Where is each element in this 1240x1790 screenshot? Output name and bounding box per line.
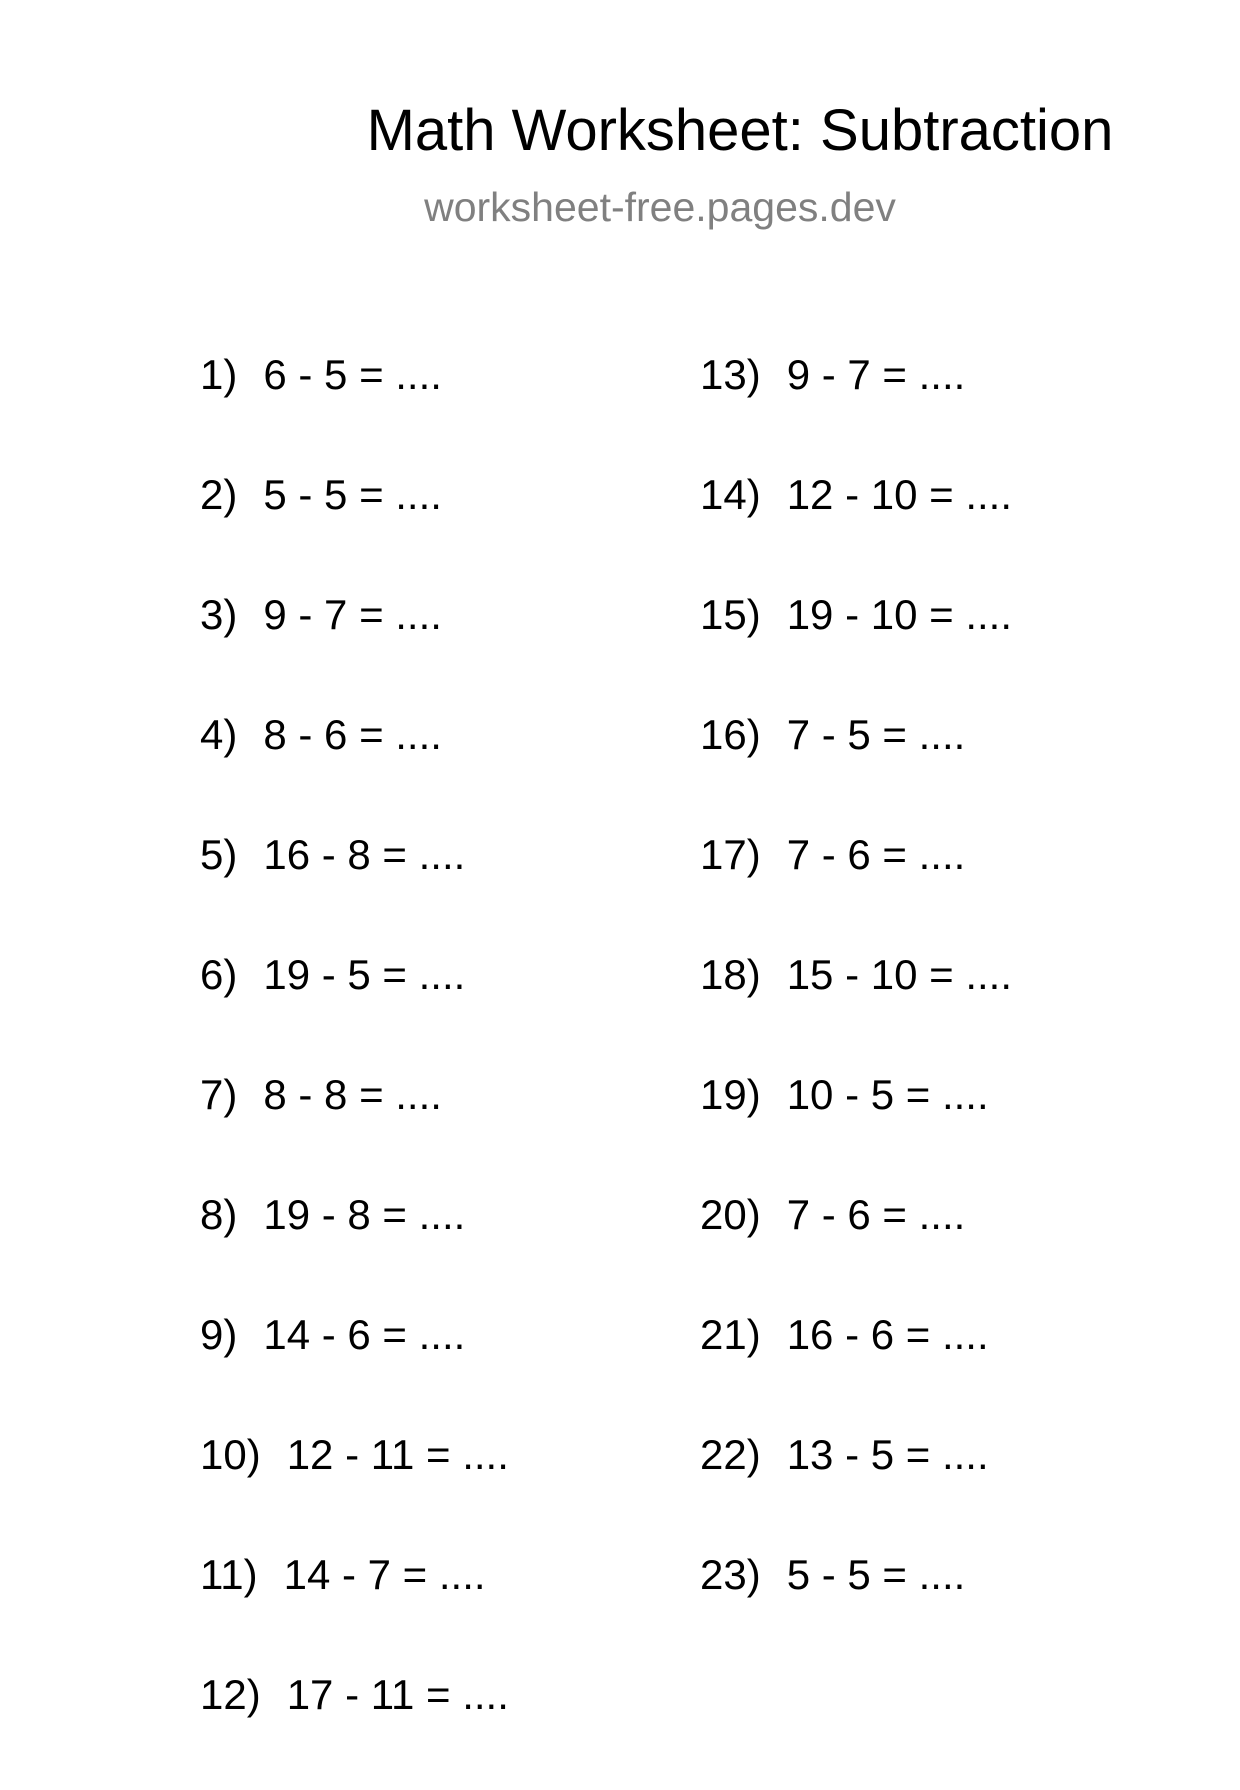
problem-number: 16) [700, 711, 761, 758]
problem-expression: 12 - 10 = .... [786, 471, 1013, 518]
problem-item [200, 950, 509, 1070]
problem-number: 15) [700, 591, 761, 638]
problem-expression: 16 - 8 = .... [263, 831, 466, 878]
problem-expression: 8 - 6 = .... [263, 711, 442, 758]
problem-number: 19) [700, 1071, 761, 1118]
problem-number: 20) [700, 1191, 761, 1238]
problem-item [200, 1430, 509, 1550]
problem-expression: 8 - 8 = .... [263, 1071, 442, 1118]
problem-expression: 15 - 10 = .... [786, 951, 1013, 998]
problem-expression: 10 - 5 = .... [786, 1071, 989, 1118]
problem-number: 13) [700, 351, 761, 398]
problems-column-left [200, 350, 509, 1790]
problem-number: 17) [700, 831, 761, 878]
problems-column-right [700, 350, 1012, 1670]
problem-expression: 7 - 6 = .... [786, 831, 966, 878]
problem-number: 14) [700, 471, 761, 518]
problem-number: 18) [700, 951, 761, 998]
problem-number: 2) [200, 471, 238, 518]
problem-item [700, 470, 1012, 590]
problem-item [700, 590, 1012, 710]
problem-expression: 16 - 6 = .... [786, 1311, 989, 1358]
problem-item [200, 830, 509, 950]
problem-item [700, 1430, 1012, 1550]
problem-item [700, 1310, 1012, 1430]
problem-expression: 7 - 6 = .... [786, 1191, 966, 1238]
problem-item [700, 1190, 1012, 1310]
site-subtitle: worksheet-free.pages.dev [424, 184, 896, 230]
problem-expression: 9 - 7 = .... [263, 591, 442, 638]
problem-number: 1) [200, 351, 238, 398]
problem-number: 8) [200, 1191, 238, 1238]
problem-number: 22) [700, 1431, 761, 1478]
problem-expression: 19 - 10 = .... [786, 591, 1013, 638]
problem-expression: 5 - 5 = .... [786, 1551, 966, 1598]
problem-item [700, 1070, 1012, 1190]
problem-expression: 5 - 5 = .... [263, 471, 442, 518]
problem-expression: 13 - 5 = .... [786, 1431, 989, 1478]
problem-expression: 9 - 7 = .... [786, 351, 966, 398]
problem-item [200, 1190, 509, 1310]
problem-expression: 19 - 8 = .... [263, 1191, 466, 1238]
problem-item [200, 470, 509, 590]
problem-number: 12) [200, 1671, 261, 1718]
problem-number: 21) [700, 1311, 761, 1358]
problem-expression: 7 - 5 = .... [786, 711, 966, 758]
problem-item [200, 710, 509, 830]
problem-number: 7) [200, 1071, 238, 1118]
problem-number: 11) [200, 1551, 258, 1598]
problem-item [700, 710, 1012, 830]
problem-item [200, 1670, 509, 1790]
problem-item [200, 1310, 509, 1430]
problem-expression: 14 - 6 = .... [263, 1311, 466, 1358]
problem-expression: 6 - 5 = .... [263, 351, 442, 398]
problem-item [200, 1550, 509, 1670]
problem-item [700, 830, 1012, 950]
problem-item [700, 350, 1012, 470]
problem-number: 10) [200, 1431, 261, 1478]
problem-number: 3) [200, 591, 238, 638]
problem-expression: 14 - 7 = .... [283, 1551, 486, 1598]
problem-expression: 17 - 11 = .... [286, 1671, 509, 1718]
problem-item [200, 590, 509, 710]
page-title: Math Worksheet: Subtraction [366, 98, 1114, 163]
problem-expression: 19 - 5 = .... [263, 951, 466, 998]
problem-number: 6) [200, 951, 238, 998]
problem-number: 5) [200, 831, 238, 878]
problem-expression: 12 - 11 = .... [286, 1431, 509, 1478]
problem-number: 23) [700, 1551, 761, 1598]
problem-number: 9) [200, 1311, 238, 1358]
problem-item [700, 950, 1012, 1070]
problem-item [700, 1550, 1012, 1670]
problem-number: 4) [200, 711, 238, 758]
problem-item [200, 350, 509, 470]
problem-item [200, 1070, 509, 1190]
